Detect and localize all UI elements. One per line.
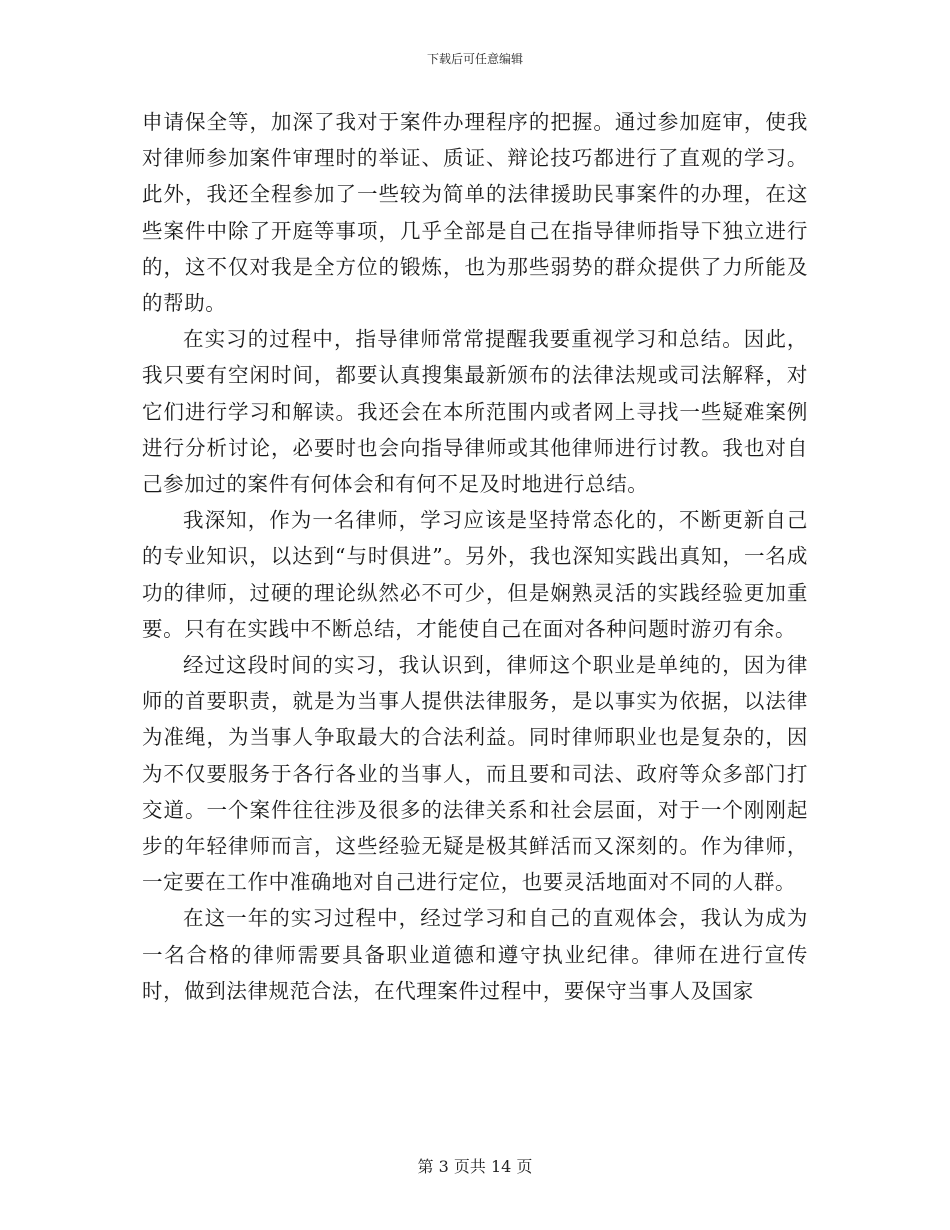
page-footer: 第 3 页共 14 页 <box>417 1157 533 1176</box>
paragraph: 在实习的过程中，指导律师常常提醒我要重视学习和总结。因此，我只要有空闲时间，都要认真搜集最新颁布的法律法规或司法解释，对它们进行学习和解读。我还会在本所范围内或者网上寻找一些疑难案例进行分析讨论，必要时也会向指导律师或其他律师进行讨教。我也对自己参加过的案件有何体会和有何不足及时地进行总结。 <box>142 327 808 497</box>
document-body <box>142 104 808 1009</box>
page-header: 下载后可任意编辑 <box>426 52 523 66</box>
paragraph: 我深知，作为一名律师，学习应该是坚持常态化的，不断更新自己的专业知识，以达到“与时俱进”。另外，我也深知实践出真知，一名成功的律师，过硬的理论纵然必不可少，但是娴熟灵活的实践经验更加重要。只有在实践中不断总结，才能使自己在面对各种问题时游刃有余。 <box>142 508 808 641</box>
paragraph: 在这一年的实习过程中，经过学习和自己的直观体会，我认为成为一名合格的律师需要具备职业道德和遵守执业纪律。律师在进行宣传时，做到法律规范合法，在代理案件过程中，要保守当事人及国家 <box>142 906 808 1003</box>
paragraph-continued: 申请保全等，加深了我对于案件办理程序的把握。通过参加庭审，使我对律师参加案件审理时的举证、质证、辩论技巧都进行了直观的学习。此外，我还全程参加了一些较为简单的法律援助民事案件的办理，在这些案件中除了开庭等事项，几乎全部是自己在指导律师指导下独立进行的，这不仅对我是全方位的锻炼，也为那些弱势的群众提供了力所能及的帮助。 <box>142 110 808 316</box>
paragraph: 经过这段时间的实习，我认识到，律师这个职业是单纯的，因为律师的首要职责，就是为当事人提供法律服务，是以事实为依据，以法律为准绳，为当事人争取最大的合法利益。同时律师职业也是复杂的，因为不仅要服务于各行各业的当事人，而且要和司法、政府等众多部门打交道。一个案件往往涉及很多的法律关系和社会层面，对于一个刚刚起步的年轻律师而言，这些经验无疑是极其鲜活而又深刻的。作为律师，一定要在工作中准确地对自己进行定位，也要灵活地面对不同的人群。 <box>142 653 808 895</box>
